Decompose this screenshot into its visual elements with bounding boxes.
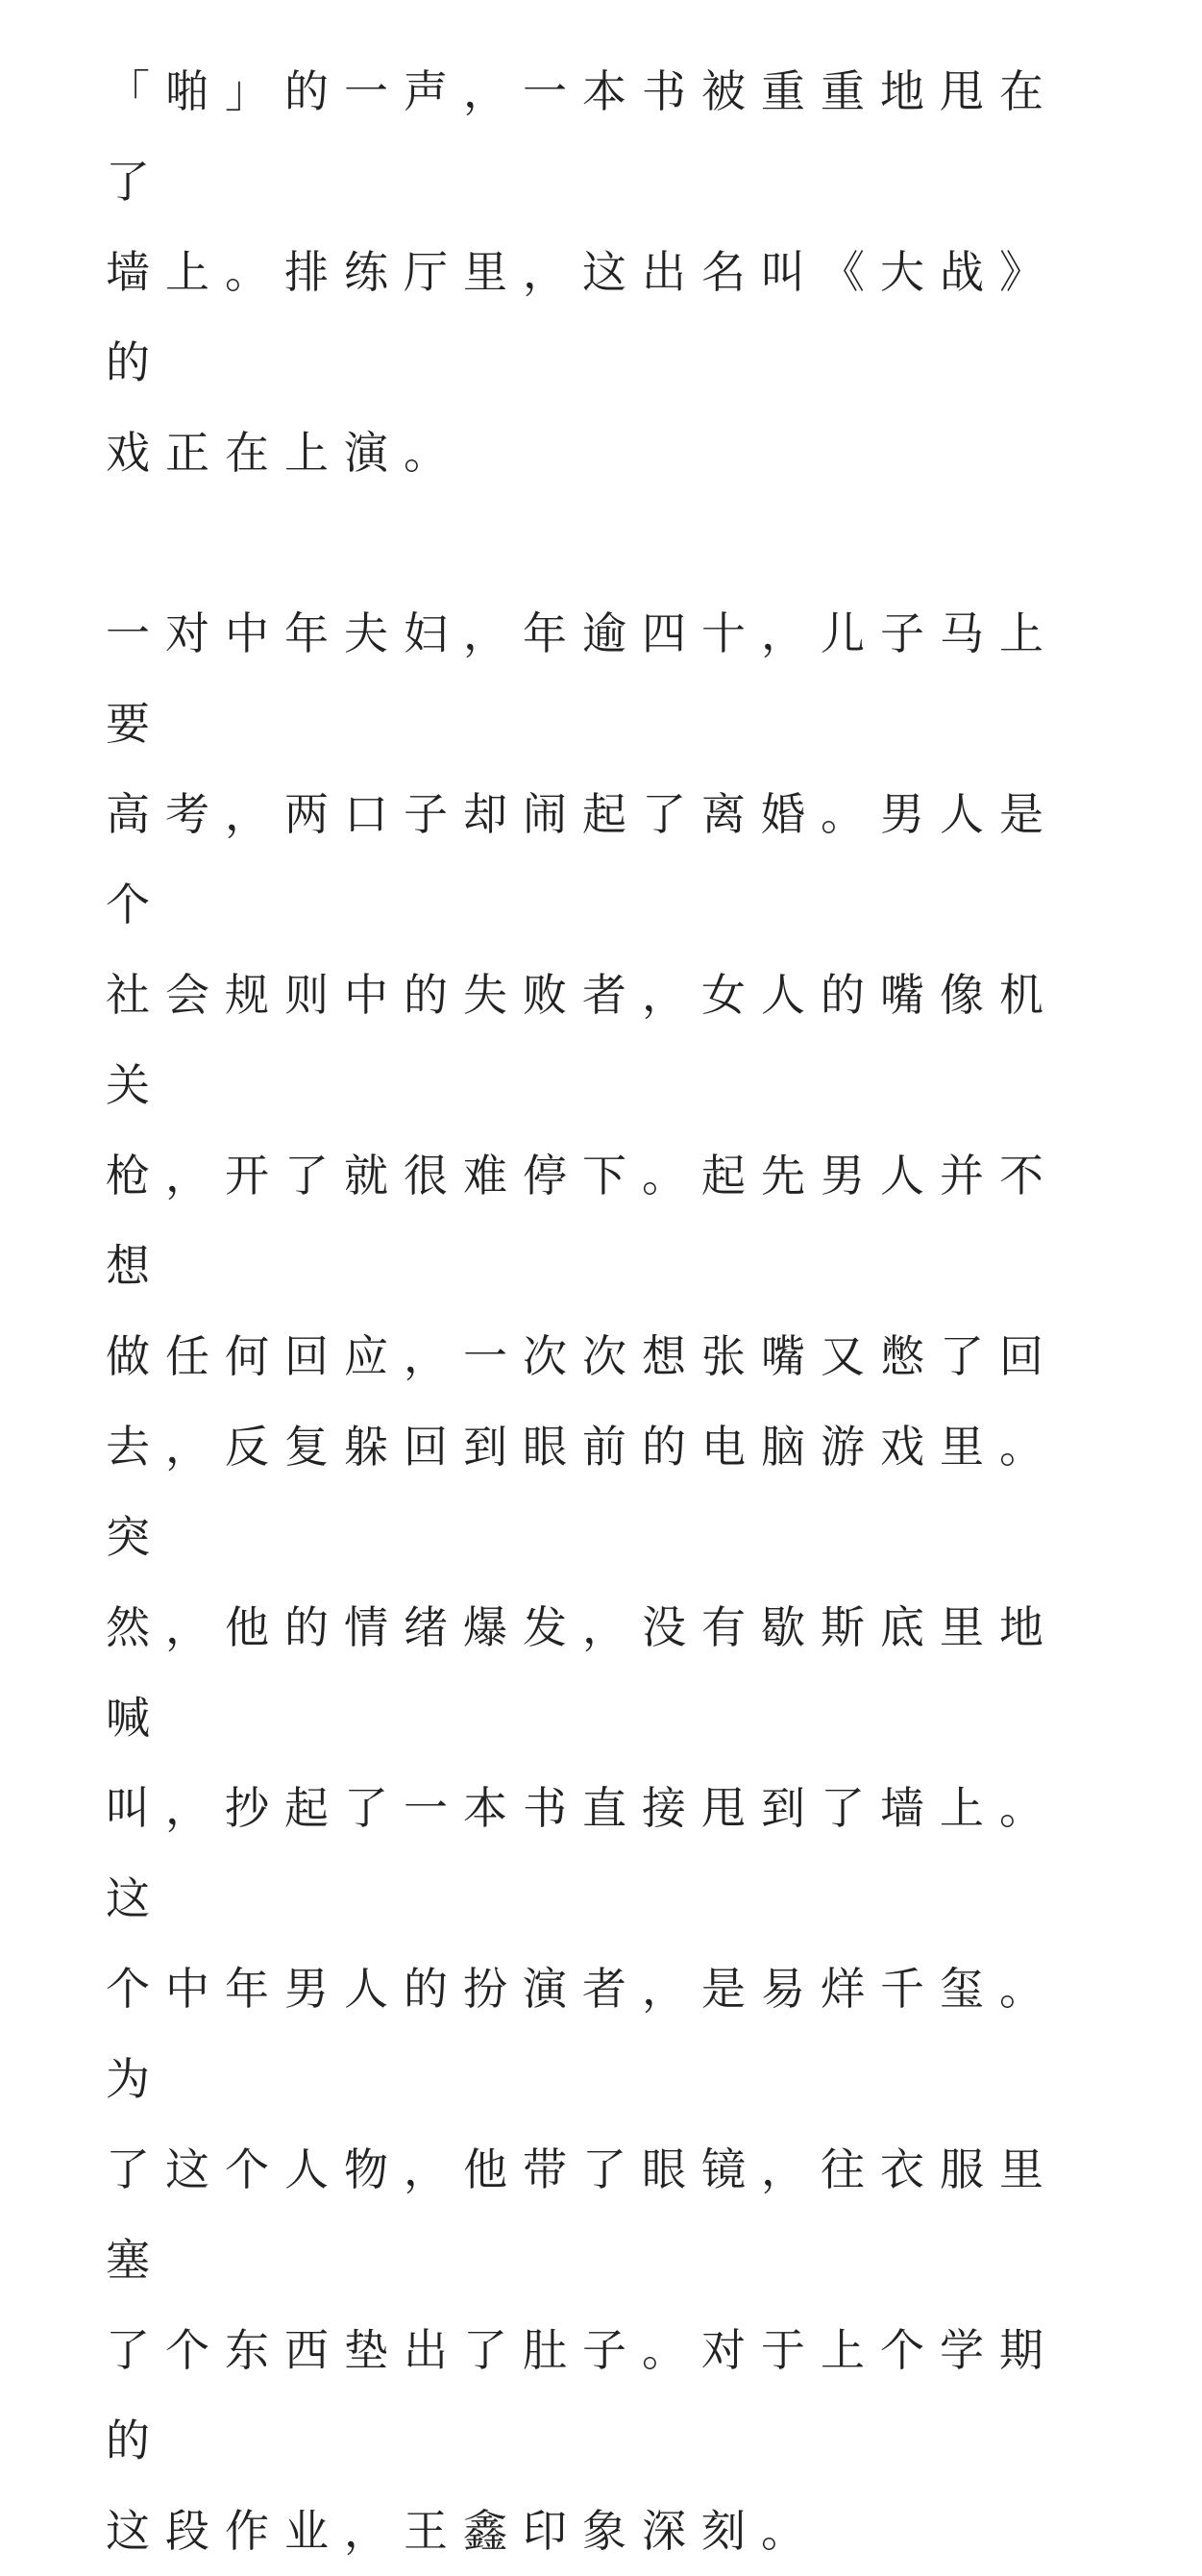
paragraph-1: 「啪」的一声，一本书被重重地甩在了 墙上。排练厅里，这出名叫《大战》的 戏正在上演。 <box>106 65 1059 479</box>
paragraph-2: 一对中年夫妇，年逾四十，儿子马上要 高考，两口子却闹起了离婚。男人是个 社会规则中的失败者，女人的嘴像机关 枪，开了就很难停下。起先男人并不想 做任何回应，一次次想张嘴又憋了回 去，反复躲回到眼前的电脑游戏里。突 然，他的情绪爆发，没有歇斯底里地喊 叫，抄起了一本书直接甩到了墙上。这 个中年男人的扮演者，是易烊千玺。为 了这个人物，他带了眼镜，往衣服里塞 了个东西垫出了肚子。对于上个学期的 这段作业，王鑫印象深刻。 <box>106 607 1059 2557</box>
article-body <box>106 46 1115 2576</box>
